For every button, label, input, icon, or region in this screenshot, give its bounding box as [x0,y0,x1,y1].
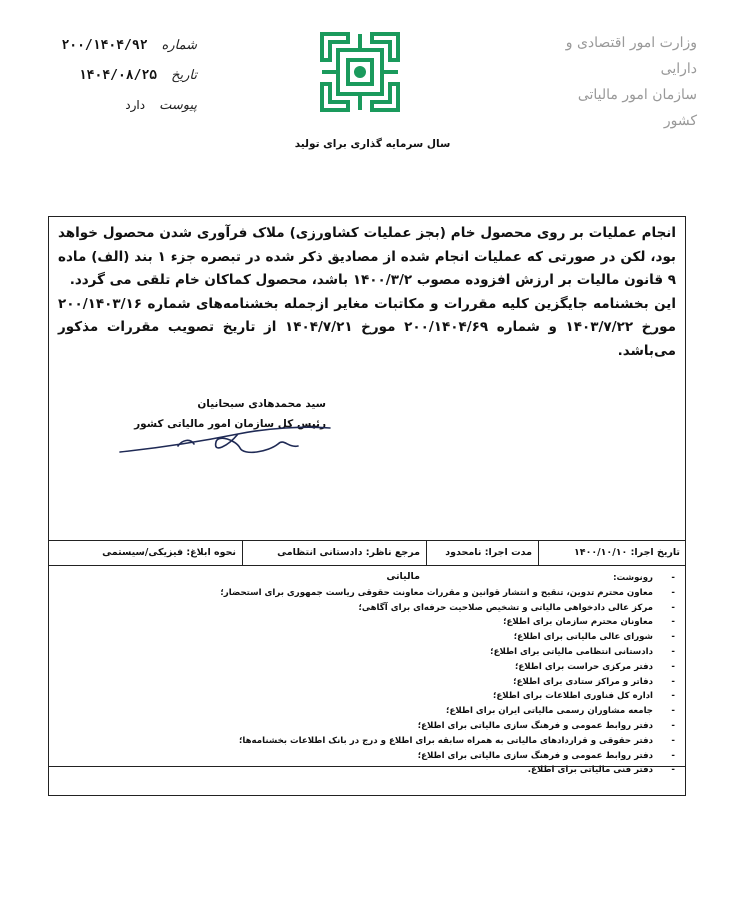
ministry-line: کشور [663,113,697,129]
ministry-line: وزارت امور اقتصادی و دارایی [565,35,697,77]
recipient-item: -دادستانی انتظامی مالیاتی برای اطلاع؛ [490,646,675,657]
handwritten-signature [118,412,333,460]
ministry-name [527,30,697,134]
letter-body [48,222,686,363]
signer-title: رئیس کل سازمان امور مالیاتی کشور [134,418,326,430]
bar-divider [426,541,427,565]
recipient-item: -معاونان محترم سازمان برای اطلاع؛ [503,617,675,628]
footer-divider [48,766,686,767]
recipient-item: -اداره کل فناوری اطلاعات برای اطلاع؛ [492,691,675,702]
recipient-item: -دفتر مرکزی حراست برای اطلاع؛ [514,661,675,672]
letter-number-row [61,38,197,53]
recipient-item: -معاون محترم تدوین، تنقیح و انتشار قوانین و مقررات معاونت حقوقی ریاست جمهوری برای استحضار؛ [220,587,675,598]
letter-date-value: ۱۴۰۴/۰۸/۲۵ [78,68,158,83]
recipient-item: -جامعه مشاوران رسمی مالیاتی ایران برای اطلاع؛ [446,706,675,717]
notification-method: نحوه ابلاغ: فیزیکی/سیستمی [102,547,236,558]
recipient-item: -شورای عالی مالیاتی برای اطلاع؛ [513,632,675,643]
body-paragraph: این بخشنامه جایگزین کلیه مقررات و مکاتبات مغایر ازجمله بخشنامه‌های شماره ۲۰۰/۱۴۰۳/۱۶ مورخ ۱۴۰۳/۷/۲۲ و شماره ۲۰۰/۱۴۰۴/۶۹ مورخ ۱۴۰۴/۷/۲۱ از تاریخ تصویب مقررات مذکور می‌باشد. [58,295,676,359]
letter-number-label: شماره [161,38,197,53]
recipients-list [220,571,675,778]
tax-organization-logo-icon [318,30,402,114]
execution-period: مدت اجرا: نامحدود [445,547,532,558]
supervising-authority: مرجع ناظر: دادستانی انتظامی مالیاتی [277,547,420,582]
recipient-item: -دفتر روابط عمومی و فرهنگ سازی مالیاتی برای اطلاع؛ [417,720,675,731]
recipient-item: -دفتر فنی مالیاتی برای اطلاع. [527,765,675,776]
recipient-item: -دفاتر و مراکز ستادی برای اطلاع؛ [513,676,675,687]
bar-divider [242,541,243,565]
letter-date-row [79,68,197,83]
letter-number-value: ۲۰۰/۱۴۰۴/۹۲ [61,38,148,53]
attachment-label: پیوست [159,98,197,113]
bar-divider [538,541,539,565]
execution-date: تاریخ اجرا: ۱۴۰۰/۱۰/۱۰ [573,547,680,558]
body-paragraph: انجام عملیات بر روی محصول خام (بجز عملیات کشاورزی) ملاک فرآوری شدن محصول خواهد بود، لکن در صورتی که عملیات انجام شده از مصادیق ذکر شده در تبصره جزء ۱ بند (الف) ماده ۹ قانون مالیات بر ارزش افزوده مصوب ۱۴۰۰/۳/۲ باشد، محصول کماکان خام تلقی می گردد. [58,225,676,288]
recipient-item: -دفتر روابط عمومی و فرهنگ سازی مالیاتی برای اطلاع؛ [417,750,675,761]
ministry-line: سازمان امور مالیاتی [577,87,697,103]
recipient-item: -دفتر حقوقی و قراردادهای مالیاتی به همراه سابقه برای اطلاع و درج در بانک اطلاعات بخشنامه‌ها؛ [238,735,675,746]
attachment-value: دارد [125,98,146,112]
year-slogan: سال سرمایه گذاری برای تولید [294,138,451,150]
letter-date-label: تاریخ [171,68,197,83]
attachment-row [125,98,197,113]
signer-name: سید محمدهادی سبحانیان [197,398,326,410]
recipient-item: -مرکز عالی دادخواهی مالیاتی و تشخیص صلاحیت حرفه‌ای برای آگاهی؛ [358,602,675,613]
recipient-item: -رونوشت: [613,573,675,583]
